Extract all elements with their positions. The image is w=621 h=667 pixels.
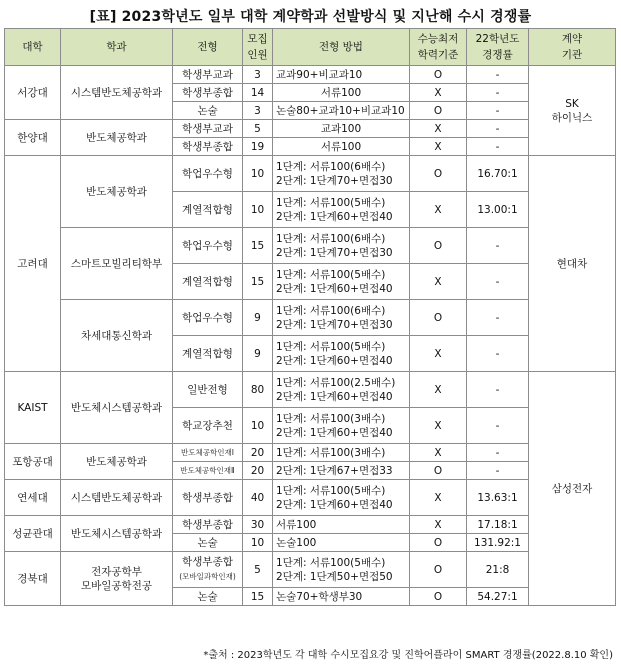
method-cell — [273, 336, 410, 372]
dept-cell: 반도체공학과 — [61, 120, 173, 156]
quota-cell: 3 — [243, 102, 273, 120]
method-line2: 2단계: 1단계70+면접30 — [276, 318, 393, 331]
ratio-cell: - — [467, 372, 529, 408]
method-cell: 서류100 — [273, 84, 410, 102]
quota-cell: 5 — [243, 552, 273, 588]
method-line1: 1단계: 서류100(5배수) — [276, 556, 386, 569]
univ-cell: KAIST — [5, 372, 61, 444]
ratio-cell: - — [467, 228, 529, 264]
ratio-cell: - — [467, 462, 529, 480]
dept-cell: 시스템반도체공학과 — [61, 66, 173, 120]
dept-line2: 모바일공학전공 — [80, 579, 152, 592]
dept-cell: 반도체공학과 — [61, 156, 173, 228]
method-cell: 논술100 — [273, 534, 410, 552]
col-header-type: 전형 — [173, 29, 243, 66]
quota-header-line2: 인원 — [247, 49, 268, 61]
method-line2: 2단계: 1단계60+면접40 — [276, 354, 393, 367]
csat-cell: O — [410, 156, 467, 192]
org-cell-sk — [529, 66, 616, 156]
admissions-table — [4, 28, 616, 606]
quota-cell: 9 — [243, 336, 273, 372]
header-row — [5, 29, 616, 66]
method-line1: 1단계: 서류100(5배수) — [276, 340, 386, 353]
ratio-cell: - — [467, 300, 529, 336]
csat-cell: X — [410, 408, 467, 444]
method-line1: 1단계: 서류100(3배수) — [276, 412, 386, 425]
quota-cell: 10 — [243, 156, 273, 192]
method-cell: 2단계: 1단계67+면접33 — [273, 462, 410, 480]
ratio-header-line1: 22학년도 — [475, 33, 520, 45]
csat-cell: X — [410, 120, 467, 138]
csat-cell: O — [410, 66, 467, 84]
type-cell: 학생부교과 — [173, 66, 243, 84]
univ-cell: 한양대 — [5, 120, 61, 156]
dept-cell: 차세대통신학과 — [61, 300, 173, 372]
org-sk-line1: SK — [565, 97, 579, 110]
method-cell — [273, 372, 410, 408]
table-row — [5, 66, 616, 84]
org-cell-samsung: 삼성전자 — [529, 372, 616, 606]
type-cell: 학생부종합 — [173, 480, 243, 516]
dept-cell — [61, 552, 173, 606]
type-cell: 반도체공학인재Ⅰ — [173, 444, 243, 462]
type-line1: 학생부종합 — [182, 556, 233, 568]
univ-cell: 성균관대 — [5, 516, 61, 552]
dept-cell: 반도체시스템공학과 — [61, 372, 173, 444]
ratio-cell: - — [467, 138, 529, 156]
method-line2: 2단계: 1단계50+면접50 — [276, 570, 393, 583]
csat-cell: X — [410, 372, 467, 408]
quota-cell: 19 — [243, 138, 273, 156]
csat-cell: X — [410, 444, 467, 462]
univ-cell: 서강대 — [5, 66, 61, 120]
quota-cell: 15 — [243, 228, 273, 264]
csat-cell: X — [410, 336, 467, 372]
table-row — [5, 120, 616, 138]
type-cell: 학생부종합 — [173, 516, 243, 534]
dept-line1: 전자공학부 — [91, 565, 142, 578]
csat-cell: O — [410, 102, 467, 120]
method-line1: 1단계: 서류100(6배수) — [276, 232, 386, 245]
ratio-cell: 21:8 — [467, 552, 529, 588]
ratio-cell: 16.70:1 — [467, 156, 529, 192]
table-row — [5, 372, 616, 408]
type-line2: (모바일과학인재) — [179, 572, 236, 581]
type-cell: 학업우수형 — [173, 228, 243, 264]
type-cell — [173, 552, 243, 588]
method-line1: 1단계: 서류100(5배수) — [276, 196, 386, 209]
method-line2: 2단계: 1단계70+면접30 — [276, 246, 393, 259]
quota-cell: 80 — [243, 372, 273, 408]
method-cell: 1단계: 서류100(3배수) — [273, 444, 410, 462]
table-row — [5, 156, 616, 192]
col-header-ratio — [467, 29, 529, 66]
ratio-cell: 13.63:1 — [467, 480, 529, 516]
quota-cell: 9 — [243, 300, 273, 336]
method-cell: 논술70+학생부30 — [273, 588, 410, 606]
univ-cell: 포항공대 — [5, 444, 61, 480]
method-line2: 2단계: 1단계60+면접40 — [276, 390, 393, 403]
type-cell: 학생부종합 — [173, 138, 243, 156]
csat-cell: X — [410, 84, 467, 102]
quota-cell: 40 — [243, 480, 273, 516]
org-header-line1: 계약 — [561, 33, 583, 45]
quota-cell: 20 — [243, 462, 273, 480]
quota-cell: 20 — [243, 444, 273, 462]
csat-cell: O — [410, 552, 467, 588]
method-cell — [273, 192, 410, 228]
quota-cell: 14 — [243, 84, 273, 102]
ratio-cell: - — [467, 408, 529, 444]
table-row — [5, 480, 616, 516]
method-cell — [273, 156, 410, 192]
col-header-dept: 학과 — [61, 29, 173, 66]
csat-cell: O — [410, 534, 467, 552]
univ-cell: 경북대 — [5, 552, 61, 606]
col-header-univ: 대학 — [5, 29, 61, 66]
table-row — [5, 552, 616, 588]
method-line2: 2단계: 1단계60+면접40 — [276, 498, 393, 511]
method-line1: 1단계: 서류100(6배수) — [276, 160, 386, 173]
method-cell — [273, 408, 410, 444]
method-cell: 논술80+교과10+비교과10 — [273, 102, 410, 120]
type-cell: 논술 — [173, 588, 243, 606]
ratio-cell: 17.18:1 — [467, 516, 529, 534]
method-line2: 2단계: 1단계60+면접40 — [276, 426, 393, 439]
ratio-cell: - — [467, 102, 529, 120]
type-cell: 학생부교과 — [173, 120, 243, 138]
quota-cell: 15 — [243, 588, 273, 606]
quota-header-line1: 모집 — [247, 33, 268, 45]
dept-cell: 반도체공학과 — [61, 444, 173, 480]
type-cell: 학업우수형 — [173, 156, 243, 192]
method-cell: 교과100 — [273, 120, 410, 138]
method-line1: 1단계: 서류100(5배수) — [276, 268, 386, 281]
quota-cell: 3 — [243, 66, 273, 84]
method-line1: 1단계: 서류100(5배수) — [276, 484, 386, 497]
method-cell: 서류100 — [273, 138, 410, 156]
csat-cell: X — [410, 480, 467, 516]
ratio-cell: 131.92:1 — [467, 534, 529, 552]
ratio-cell: 13.00:1 — [467, 192, 529, 228]
type-cell: 학교장추천 — [173, 408, 243, 444]
csat-cell: O — [410, 300, 467, 336]
method-line1: 1단계: 서류100(2.5배수) — [276, 376, 396, 389]
csat-cell: X — [410, 138, 467, 156]
dept-cell: 스마트모빌리티학부 — [61, 228, 173, 300]
org-header-line2: 기관 — [561, 49, 583, 61]
table-title: [표] 2023학년도 일부 대학 계약학과 선발방식 및 지난해 수시 경쟁률 — [89, 9, 532, 25]
quota-cell: 5 — [243, 120, 273, 138]
type-cell: 반도체공학인재Ⅱ — [173, 462, 243, 480]
col-header-method: 전형 방법 — [273, 29, 410, 66]
method-cell — [273, 264, 410, 300]
method-cell: 서류100 — [273, 516, 410, 534]
csat-cell: O — [410, 228, 467, 264]
table-row — [5, 516, 616, 534]
type-cell: 일반전형 — [173, 372, 243, 408]
univ-cell: 고려대 — [5, 156, 61, 372]
csat-header-line2: 학력기준 — [417, 49, 459, 61]
method-line2: 2단계: 1단계60+면접40 — [276, 282, 393, 295]
csat-header-line1: 수능최저 — [417, 33, 459, 45]
type-cell: 계열적합형 — [173, 192, 243, 228]
type-cell: 계열적합형 — [173, 336, 243, 372]
method-line2: 2단계: 1단계70+면접30 — [276, 174, 393, 187]
csat-cell: X — [410, 516, 467, 534]
org-cell-hyundai: 현대차 — [529, 156, 616, 372]
quota-cell: 15 — [243, 264, 273, 300]
csat-cell: O — [410, 462, 467, 480]
dept-cell: 반도체시스템공학과 — [61, 516, 173, 552]
ratio-header-line2: 경쟁률 — [482, 49, 513, 61]
method-line2: 2단계: 1단계60+면접40 — [276, 210, 393, 223]
ratio-cell: - — [467, 264, 529, 300]
csat-cell: X — [410, 192, 467, 228]
type-cell: 학업우수형 — [173, 300, 243, 336]
method-cell: 교과90+비교과10 — [273, 66, 410, 84]
table-row — [5, 228, 616, 264]
csat-cell: X — [410, 264, 467, 300]
ratio-cell: - — [467, 120, 529, 138]
type-cell: 계열적합형 — [173, 264, 243, 300]
table-row — [5, 444, 616, 462]
method-line1: 1단계: 서류100(6배수) — [276, 304, 386, 317]
ratio-cell: - — [467, 66, 529, 84]
type-cell: 논술 — [173, 102, 243, 120]
ratio-cell: - — [467, 336, 529, 372]
col-header-csat — [410, 29, 467, 66]
csat-cell: O — [410, 588, 467, 606]
method-cell — [273, 228, 410, 264]
quota-cell: 30 — [243, 516, 273, 534]
type-cell: 학생부종합 — [173, 84, 243, 102]
quota-cell: 10 — [243, 192, 273, 228]
col-header-quota — [243, 29, 273, 66]
quota-cell: 10 — [243, 534, 273, 552]
univ-cell: 연세대 — [5, 480, 61, 516]
dept-cell: 시스템반도체공학과 — [61, 480, 173, 516]
method-cell — [273, 300, 410, 336]
col-header-org — [529, 29, 616, 66]
ratio-cell: 54.27:1 — [467, 588, 529, 606]
method-cell — [273, 552, 410, 588]
source-footnote: *출처 : 2023학년도 각 대학 수시모집요강 및 진학어플라이 SMART 경쟁률(2022.8.10 확인) — [203, 650, 613, 661]
org-sk-line2: 하이닉스 — [551, 111, 593, 124]
ratio-cell: - — [467, 84, 529, 102]
type-cell: 논술 — [173, 534, 243, 552]
quota-cell: 10 — [243, 408, 273, 444]
method-cell — [273, 480, 410, 516]
table-row — [5, 300, 616, 336]
ratio-cell: - — [467, 444, 529, 462]
